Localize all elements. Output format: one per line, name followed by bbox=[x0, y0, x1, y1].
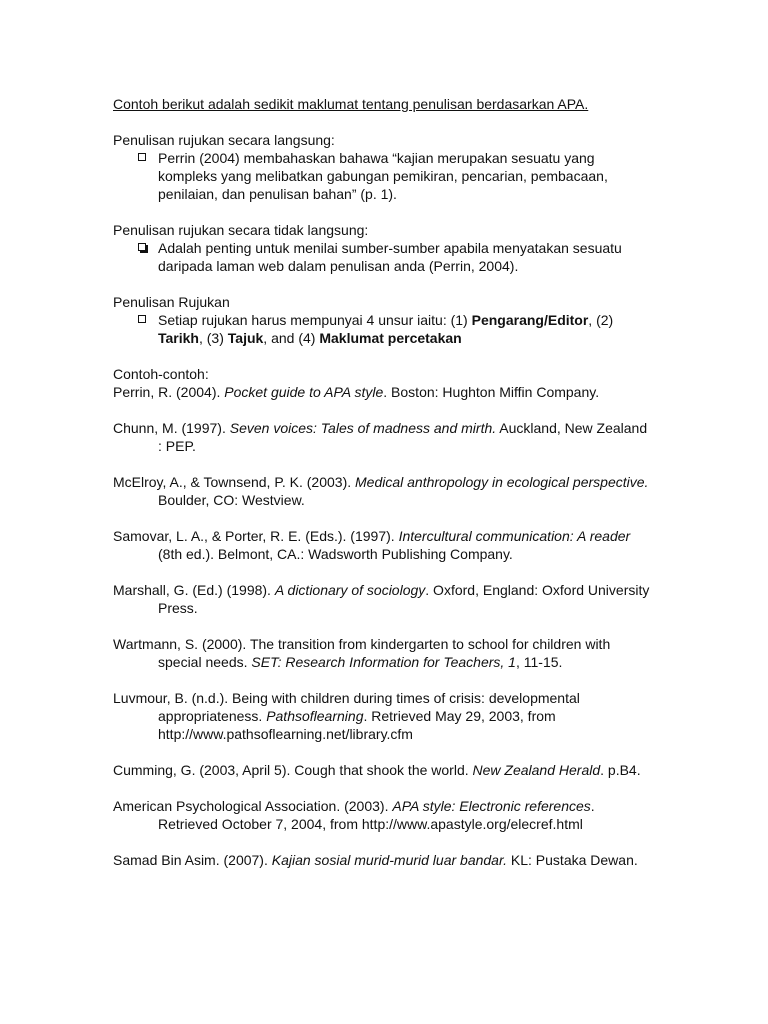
reference-entry: McElroy, A., & Townsend, P. K. (2003). Medical anthropology in ecological perspective. Boulder, CO: Westview. bbox=[113, 474, 649, 508]
element-title: Tajuk bbox=[227, 330, 264, 346]
reference-elements-bullet bbox=[113, 311, 653, 347]
reference-entry: Cumming, G. (2003, April 5). Cough that shook the world. New Zealand Herald. p.B4. bbox=[113, 762, 641, 778]
reference-entry: Wartmann, S. (2000). The transition from kindergarten to school for children with special needs. SET: Research Information for Teachers, 1, 11-15. bbox=[113, 636, 611, 670]
reference-entry: Perrin, R. (2004). Pocket guide to APA style. Boston: Hughton Miffin Company. bbox=[113, 384, 600, 400]
reference-entry: Luvmour, B. (n.d.). Being with children during times of crisis: developmental appropriateness. Pathsoflearning. Retrieved May 29, 2003, from http://www.pathsoflearning.net/library.cfm bbox=[113, 690, 580, 742]
separator: , (3) bbox=[198, 330, 228, 346]
direct-citation-section bbox=[113, 131, 653, 203]
checkbox-bullet-icon bbox=[138, 153, 146, 161]
element-author: Pengarang/Editor bbox=[471, 312, 589, 328]
element-publication: Maklumat percetakan bbox=[319, 330, 462, 346]
element-date: Tarikh bbox=[158, 330, 199, 346]
document-page bbox=[113, 95, 653, 887]
examples-title: Contoh-contoh: bbox=[113, 366, 209, 382]
separator: , (2) bbox=[588, 312, 614, 328]
checkbox-shadow-bullet-icon bbox=[138, 243, 146, 251]
reference-entry: American Psychological Association. (2003). APA style: Electronic references. Retrieved October 7, 2004, from http://www.apastyle.org/elecref.html bbox=[113, 798, 595, 832]
direct-citation-text: Perrin (2004) membahaskan bahawa “kajian merupakan sesuatu yang kompleks yang melibatkan gabungan pemikiran, pencarian, pembacaan, penilaian, dan penulisan bahan” (p. 1). bbox=[158, 150, 608, 202]
reference-entry: Marshall, G. (Ed.) (1998). A dictionary of sociology. Oxford, England: Oxford University Press. bbox=[113, 582, 650, 616]
indirect-citation-text: Adalah penting untuk menilai sumber-sumber apabila menyatakan sesuatu daripada laman web dalam penulisan anda (Perrin, 2004). bbox=[158, 240, 622, 274]
direct-citation-title: Penulisan rujukan secara langsung: bbox=[113, 132, 335, 148]
reference-entry: Chunn, M. (1997). Seven voices: Tales of madness and mirth. Auckland, New Zealand : PEP. bbox=[113, 420, 648, 454]
elements-intro: Setiap rujukan harus mempunyai 4 unsur iaitu: (1) bbox=[158, 312, 472, 328]
checkbox-bullet-icon bbox=[138, 315, 146, 323]
indirect-citation-bullet bbox=[113, 239, 653, 275]
reference-entry: Samad Bin Asim. (2007). Kajian sosial murid-murid luar bandar. KL: Pustaka Dewan. bbox=[113, 852, 638, 868]
indirect-citation-title: Penulisan rujukan secara tidak langsung: bbox=[113, 222, 369, 238]
separator: , and (4) bbox=[263, 330, 320, 346]
direct-citation-bullet bbox=[113, 149, 653, 203]
reference-writing-section bbox=[113, 293, 653, 347]
reference-entry: Samovar, L. A., & Porter, R. E. (Eds.). (1997). Intercultural communication: A reader (8th ed.). Belmont, CA.: Wadsworth Publishing Company. bbox=[113, 528, 631, 562]
reference-writing-title: Penulisan Rujukan bbox=[113, 294, 230, 310]
reference-list bbox=[113, 383, 653, 869]
page-heading: Contoh berikut adalah sedikit maklumat tentang penulisan berdasarkan APA. bbox=[113, 96, 589, 112]
indirect-citation-section bbox=[113, 221, 653, 275]
